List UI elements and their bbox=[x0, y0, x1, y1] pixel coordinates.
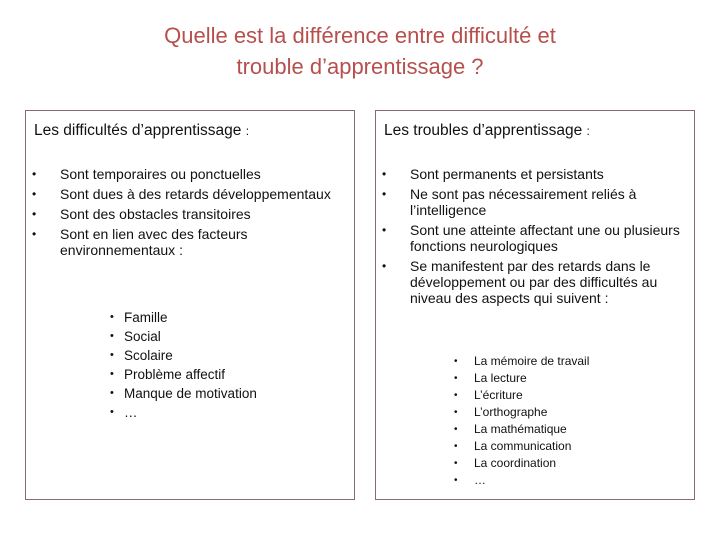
difficulties-heading bbox=[34, 122, 249, 140]
list-item: • Sont une atteinte affectant une ou plusieurs fonctions neurologiques bbox=[382, 222, 688, 254]
troubles-heading bbox=[384, 122, 590, 140]
troubles-heading-colon: : bbox=[586, 124, 590, 138]
list-item: • La mémoire de travail bbox=[454, 353, 589, 370]
list-item: • Famille bbox=[110, 308, 257, 327]
list-item: • Manque de motivation bbox=[110, 384, 257, 403]
list-item: • L’écriture bbox=[454, 387, 589, 404]
list-item: • Scolaire bbox=[110, 346, 257, 365]
list-item: • … bbox=[110, 403, 257, 422]
list-item: • La communication bbox=[454, 438, 589, 455]
list-item: • Problème affectif bbox=[110, 365, 257, 384]
list-item: • Se manifestent par des retards dans le développement ou par des difficultés au niveau des aspects qui suivent : bbox=[382, 258, 688, 306]
list-item: • Social bbox=[110, 327, 257, 346]
list-item: • Ne sont pas nécessairement reliés à l’intelligence bbox=[382, 186, 688, 218]
title-line-1: Quelle est la différence entre difficulté et bbox=[164, 23, 556, 48]
difficulties-list bbox=[32, 166, 348, 262]
troubles-heading-text: Les troubles d’apprentissage bbox=[384, 122, 583, 139]
list-item: • La coordination bbox=[454, 455, 589, 472]
difficulties-heading-text: Les difficultés d’apprentissage bbox=[34, 122, 242, 139]
troubles-aspects-list bbox=[454, 353, 589, 489]
list-item: • Sont temporaires ou ponctuelles bbox=[32, 166, 348, 182]
page-title bbox=[60, 20, 660, 82]
troubles-box bbox=[375, 110, 695, 500]
list-item: • La lecture bbox=[454, 370, 589, 387]
list-item: • Sont en lien avec des facteurs environnementaux : bbox=[32, 226, 348, 258]
list-item: • Sont des obstacles transitoires bbox=[32, 206, 348, 222]
list-item: • Sont permanents et persistants bbox=[382, 166, 688, 182]
list-item: • … bbox=[454, 472, 589, 489]
difficulties-heading-colon: : bbox=[245, 124, 250, 138]
title-line-2: trouble d’apprentissage ? bbox=[236, 54, 484, 79]
list-item: • L’orthographe bbox=[454, 404, 589, 421]
difficulties-box bbox=[25, 110, 355, 500]
difficulties-factors-list bbox=[110, 308, 257, 422]
list-item: • Sont dues à des retards développementaux bbox=[32, 186, 348, 202]
list-item: • La mathématique bbox=[454, 421, 589, 438]
troubles-list bbox=[382, 166, 688, 310]
